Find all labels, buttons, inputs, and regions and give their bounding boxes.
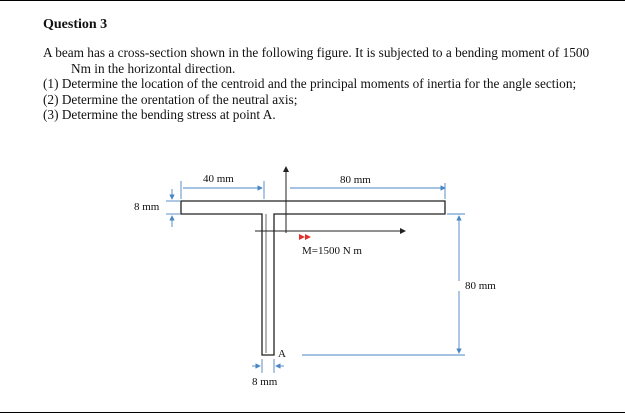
moment-label: M=1500 N m xyxy=(302,245,362,257)
question-heading: Question 3 xyxy=(43,17,108,32)
question-intro: A beam has a cross-section shown in the following figure. It is subjected to a bending moment of 1500 Nm in the horizontal direction. xyxy=(43,45,590,76)
cross-section-outline xyxy=(181,201,445,355)
point-a-label: A xyxy=(278,348,286,360)
dim-80mm-top-label: 80 mm xyxy=(340,174,371,186)
beam-cross-section-figure xyxy=(0,1,625,414)
dim-40mm-label: 40 mm xyxy=(203,173,234,185)
dim-height-label: 80 mm xyxy=(465,280,496,292)
dim-8mm-web-label: 8 mm xyxy=(252,376,278,388)
question-part-3: (3) Determine the bending stress at point A. xyxy=(43,107,276,123)
dim-8mm-flange-label: 8 mm xyxy=(134,201,160,213)
question-part-2: (2) Determine the orentation of the neutral axis; xyxy=(43,91,298,107)
question-part-1: (1) Determine the location of the centroid and the principal moments of inertia for the angle section; xyxy=(43,76,577,92)
moment-double-arrow xyxy=(299,234,311,240)
